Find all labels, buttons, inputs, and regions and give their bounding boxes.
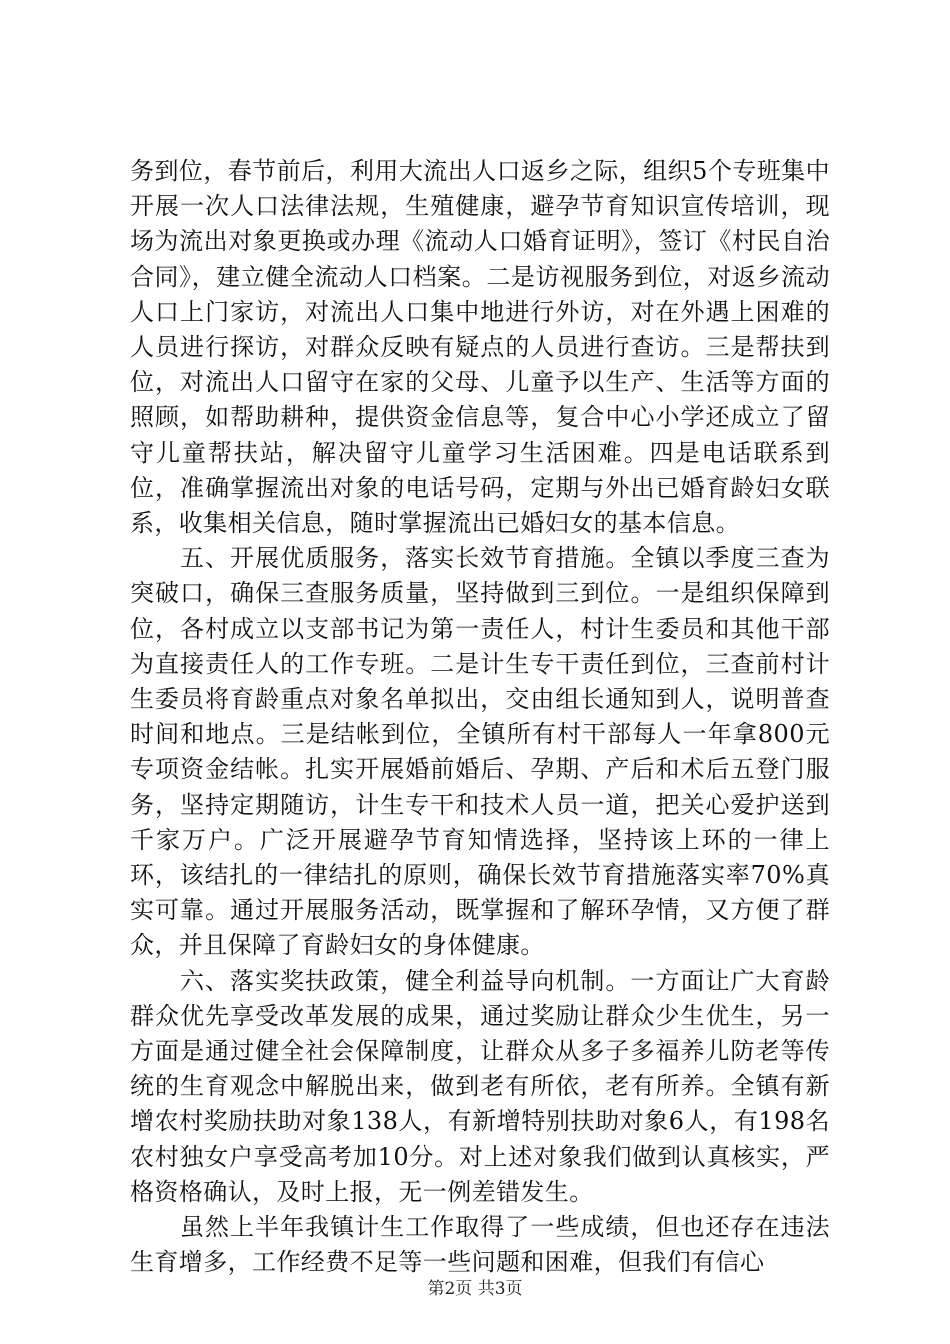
paragraph-3: 六、落实奖扶政策，健全利益导向机制。一方面让广大育龄群众优先享受改革发展的成果，通过奖励让群众少生优生，另一方面是通过健全社会保障制度，让群众从多子多福养儿防老等传统的生育观念中解脱出来，做到老有所依，老有所养。全镇有新增农村奖励扶助对象138人，有新增特别扶助对象6人，有198名农村独女户享受高考加10分。对上述对象我们做到认真核实，严格资格确认，及时上报，无一例差错发生。 <box>130 966 830 1206</box>
paragraph-1: 务到位，春节前后，利用大流出人口返乡之际，组织5个专班集中开展一次人口法律法规，生殖健康，避孕节育知识宣传培训，现场为流出对象更换或办理《流动人口婚育证明》，签订《村民自治合同》，建立健全流动人口档案。二是访视服务到位，对返乡流动人口上门家访，对流出人口集中地进行外访，对在外遇上困难的人员进行探访，对群众反映有疑点的人员进行查访。三是帮扶到位，对流出人口留守在家的父母、儿童予以生产、生活等方面的照顾，如帮助耕种，提供资金信息等，复合中心小学还成立了留守儿童帮扶站，解决留守儿童学习生活困难。四是电话联系到位，准确掌握流出对象的电话号码，定期与外出已婚育龄妇女联系，收集相关信息，随时掌握流出已婚妇女的基本信息。 <box>130 157 830 538</box>
page-footer: 第2页 共3页 <box>427 1279 523 1299</box>
paragraph-4: 虽然上半年我镇计生工作取得了一些成绩，但也还存在违法生育增多，工作经费不足等一些问题和困难，但我们有信心 <box>130 1213 830 1277</box>
paragraph-2: 五、开展优质服务，落实长效节育措施。全镇以季度三查为突破口，确保三查服务质量，坚持做到三到位。一是组织保障到位，各村成立以支部书记为第一责任人，村计生委员和其他干部为直接责任人的工作专班。二是计生专干责任到位，三查前村计生委员将育龄重点对象名单拟出，交由组长通知到人，说明普查时间和地点。三是结帐到位，全镇所有村干部每人一年拿800元专项资金结帐。扎实开展婚前婚后、孕期、产后和术后五登门服务，坚持定期随访，计生专干和技术人员一道，把关心爱护送到千家万户。广泛开展避孕节育知情选择，坚持该上环的一律上环，该结扎的一律结扎的原则，确保长效节育措施落实率70%真实可靠。通过开展服务活动，既掌握和了解环孕情，又方便了群众，并且保障了育龄妇女的身体健康。 <box>130 544 830 960</box>
document-body <box>130 154 830 1281</box>
